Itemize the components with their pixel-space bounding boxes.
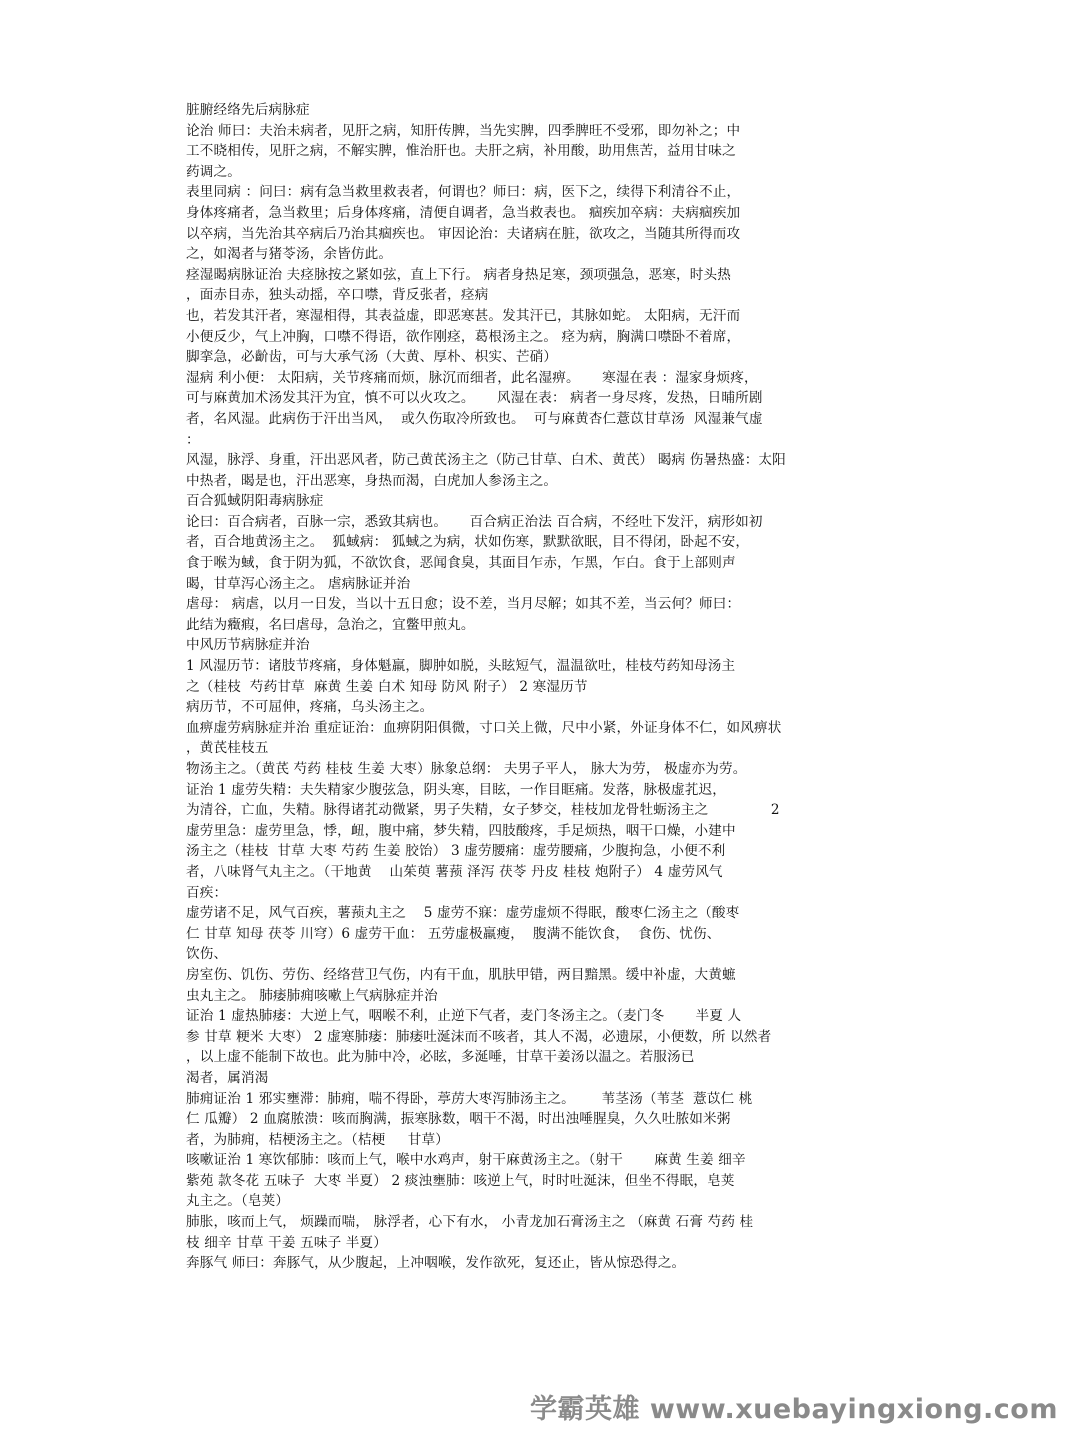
text-line: 为清谷，亡血，失精。脉得诸芤动微紧，男子失精，女子梦交，桂枝加龙骨牡蛎汤主之 2 xyxy=(186,802,780,819)
text-line: 房室伤、饥伤、劳伤、经络营卫气伤，内有干血，肌肤甲错，两目黯黑。缓中补虚，大黄蟅 xyxy=(186,966,736,983)
text-line: 证治 1 虚劳失精：夫失精家少腹弦急，阴头寒，目眩，一作目眶痛。发落，脉极虚芤迟， xyxy=(186,781,727,798)
text-line: 药调之。 xyxy=(186,163,241,180)
text-line: 虐母： 病虐，以月一日发，当以十五日愈；设不差，当月尽解；如其不差，当云何？师曰： xyxy=(186,596,741,613)
text-line: 1 风湿历节：诸肢节疼痛，身体魁羸，脚肿如脱，头眩短气，温温欲吐，桂枝芍药知母汤主 xyxy=(186,658,736,675)
text-line: 血痹虚劳病脉症并治 重症证治：血痹阴阳俱微，寸口关上微，尺中小紧，外证身体不仁，如风痹状 xyxy=(186,719,782,736)
text-line: 咳嗽证治 1 寒饮郁肺：咳而上气，喉中水鸡声，射干麻黄汤主之。（射干 麻黄 生姜 细辛 xyxy=(186,1152,746,1169)
text-line: 脏腑经络先后病脉症 xyxy=(186,102,310,118)
text-line: 痉湿暍病脉证治 夫痉脉按之紧如弦，直上下行。 病者身热足寒，颈项强急，恶寒，时头热 xyxy=(186,266,731,283)
text-line: 百疾： xyxy=(186,884,228,901)
text-line: 中热者，暍是也，汗出恶寒，身热而渴，白虎加人参汤主之。 xyxy=(186,472,558,489)
text-line: 脚挛急，必齘齿，可与大承气汤（大黄、厚朴、枳实、芒硝） xyxy=(186,349,558,366)
text-line: 肺痈证治 1 邪实壅滞：肺痈，喘不得卧，葶苈大枣泻肺汤主之。 苇茎汤（苇茎 薏苡仁 桃 xyxy=(186,1090,753,1107)
text-line: 紫苑 款冬花 五味子 大枣 半夏） 2 痰浊壅肺：咳逆上气，时时吐涎沫，但坐不得眠，皂荚 xyxy=(186,1172,735,1189)
text-line: 者，八味肾气丸主之。（干地黄 山茱萸 薯蓣 泽泻 茯苓 丹皮 桂枝 炮附子） 4 虚劳风气 xyxy=(186,863,723,880)
text-line: 风湿，脉浮、身重，汗出恶风者，防己黄芪汤主之（防己甘草、白术、黄芪） 暍病 伤暑热盛：太阳 xyxy=(186,452,786,469)
text-line: 者，为肺痈，桔梗汤主之。（桔梗 甘草） xyxy=(186,1131,449,1148)
text-line: ，以上虚不能制下故也。此为肺中冷，必眩，多涎唾，甘草干姜汤以温之。若服汤已 xyxy=(186,1049,695,1066)
text-line: ，黄芪桂枝五 xyxy=(186,740,269,757)
text-line: 枝 细辛 甘草 干姜 五味子 半夏） xyxy=(186,1234,388,1251)
text-line: 工不晓相传，见肝之病，不解实脾，惟治肝也。夫肝之病，补用酸，助用焦苦，益用甘味之 xyxy=(186,143,736,160)
text-line: 饮伤、 xyxy=(186,946,228,963)
text-line: ： xyxy=(186,431,200,448)
text-line: 丸主之。（皂荚） xyxy=(186,1193,290,1210)
text-line: 仁 甘草 知母 茯苓 川穹）6 虚劳干血： 五劳虚极羸瘦， 腹满不能饮食， 食伤、忧伤、 xyxy=(186,925,721,942)
text-line: 物汤主之。（黄芪 芍药 桂枝 生姜 大枣）脉象总纲： 夫男子平人， 脉大为劳， 极虚亦为劳。 xyxy=(186,761,747,777)
text-line: 可与麻黄加术汤发其汗为宜，慎不可以火攻之。 风湿在表： 病者一身尽疼，发热，日晡所剧 xyxy=(186,390,763,407)
text-line: 参 甘草 粳米 大枣） 2 虚寒肺痿：肺痿吐涎沫而不咳者，其人不渴，必遗尿，小便数，所 以然者 xyxy=(186,1028,772,1045)
text-line: 论曰：百合病者，百脉一宗，悉致其病也。 百合病正治法 百合病，不经吐下发汗，病形如初 xyxy=(186,513,763,530)
text-line: 汤主之（桂枝 甘草 大枣 芍药 生姜 胶饴） 3 虚劳腰痛：虚劳腰痛，少腹拘急，小便不利 xyxy=(186,843,726,860)
text-line: 也，若发其汗者，寒湿相得，其表益虚，即恶寒甚。发其汗已，其脉如蛇。 太阳病，无汗而 xyxy=(186,307,741,324)
text-line: ，面赤目赤，独头动摇，卒口噤，背反张者，痉病 xyxy=(186,287,489,304)
text-line: 仁 瓜瓣） 2 血腐脓溃：咳而胸满，振寒脉数，咽干不渴，时出浊唾腥臭，久久吐脓如米粥 xyxy=(186,1111,731,1128)
text-line: 之（桂枝 芍药甘草 麻黄 生姜 白术 知母 防风 附子） 2 寒湿历节 xyxy=(186,678,588,695)
site-watermark: 学霸英雄 www.xuebayingxiong.com xyxy=(529,1394,1058,1425)
text-line: 身体疼痛者，急当救里；后身体疼痛，清便自调者，急当救表也。 痼疾加卒病：夫病痼疾加 xyxy=(186,204,741,221)
text-line: 小便反少，气上冲胸，口噤不得语，欲作刚痉，葛根汤主之。 痉为病，胸满口噤卧不着席， xyxy=(186,328,741,345)
text-line: 渴者，属消渴 xyxy=(186,1069,269,1086)
text-line: 表里同病 ：问曰：病有急当救里救表者，何谓也？师曰：病，医下之，续得下利清谷不止， xyxy=(186,184,741,201)
text-line: 之，如渴者与猪苓汤，余皆仿此。 xyxy=(186,246,393,263)
text-line: 中风历节病脉症并治 xyxy=(186,637,310,654)
text-line: 证治 1 虚热肺痿：大逆上气，咽喉不利，止逆下气者，麦门冬汤主之。（麦门冬 半夏 人 xyxy=(186,1008,742,1025)
text-line: 食于喉为蜮，食于阴为狐，不欲饮食，恶闻食臭，其面目乍赤，乍黑，乍白。食于上部则声 xyxy=(186,555,736,572)
text-line: 虚劳里急：虚劳里急，悸，衄，腹中痛，梦失精，四肢酸疼，手足烦热，咽干口燥，小建中 xyxy=(186,822,736,839)
text-line: 暍，甘草泻心汤主之。 虐病脉证并治 xyxy=(186,575,411,592)
text-line: 此结为癥瘕，名曰虐母，急治之，宜鳖甲煎丸。 xyxy=(186,616,475,633)
text-line: 虚劳诸不足，风气百疾，薯蓣丸主之 5 虚劳不寐：虚劳虚烦不得眠，酸枣仁汤主之（酸枣 xyxy=(186,905,740,922)
text-line: 湿病 利小便： 太阳病，关节疼痛而烦，脉沉而细者，此名湿痹。 寒湿在表 ：湿家身烦疼， xyxy=(186,369,758,386)
text-line: 奔豚气 师曰：奔豚气，从少腹起，上冲咽喉，发作欲死，复还止，皆从惊恐得之。 xyxy=(186,1255,686,1272)
text-line: 者，名风湿。此病伤于汗出当风， 或久伤取冷所致也。 可与麻黄杏仁薏苡甘草汤 风湿兼气虚 xyxy=(186,410,763,427)
text-line: 病历节，不可屈伸，疼痛，乌头汤主之。 xyxy=(186,699,434,716)
document-body xyxy=(186,100,892,1274)
text-line: 肺胀，咳而上气， 烦躁而喘， 脉浮者，心下有水， 小青龙加石膏汤主之 （麻黄 石膏 芍药 桂 xyxy=(186,1214,754,1231)
text-line: 虫丸主之。 肺痿肺痈咳嗽上气病脉症并治 xyxy=(186,987,438,1004)
text-line: 以卒病，当先治其卒病后乃治其痼疾也。 审因论治：夫诸病在脏，欲攻之，当随其所得而攻 xyxy=(186,225,741,242)
text-line: 论治 师曰：夫治未病者，见肝之病，知肝传脾，当先实脾，四季脾旺不受邪，即勿补之；中 xyxy=(186,122,741,139)
text-line: 百合狐蜮阴阳毒病脉症 xyxy=(186,493,324,510)
text-line: 者，百合地黄汤主之。 狐蜮病： 狐蜮之为病，状如伤寒，默默欲眠，目不得闭，卧起不安， xyxy=(186,534,750,551)
